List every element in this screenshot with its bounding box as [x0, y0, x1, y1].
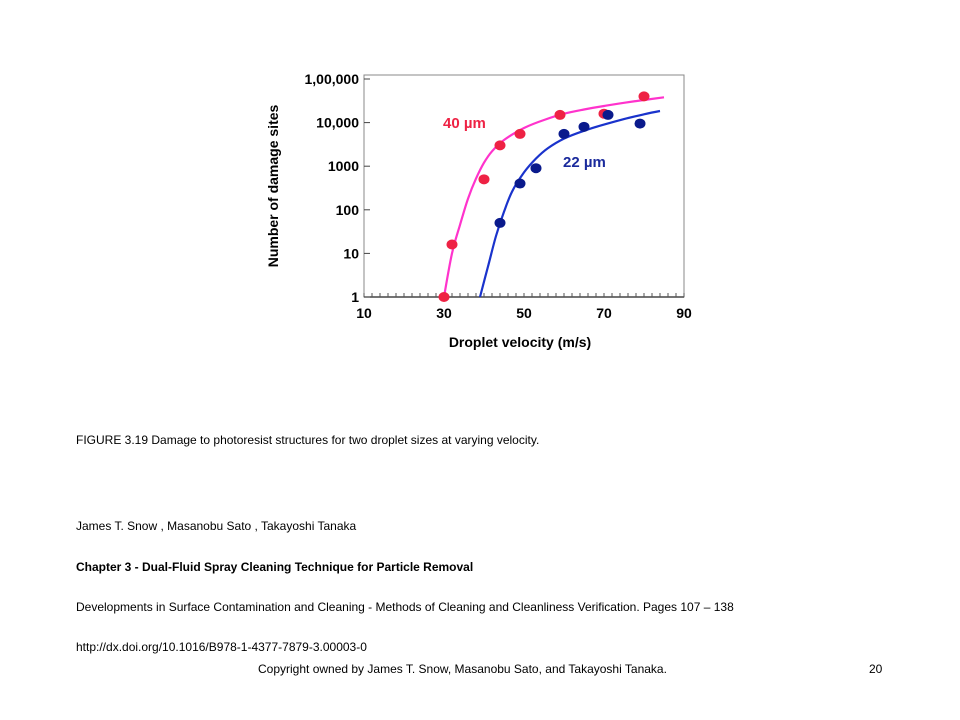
- y-tick-label: 1: [351, 289, 359, 305]
- x-tick-labels: [356, 305, 692, 321]
- y-tick-label: 10: [343, 245, 359, 262]
- page-number: 20: [869, 662, 883, 676]
- y-tick-label: 10,000: [316, 114, 359, 131]
- y-tick-label: 100: [335, 201, 359, 218]
- x-minor-ticks: [364, 293, 684, 297]
- copyright-notice: Copyright owned by James T. Snow, Masanobu Sato, and Takayoshi Tanaka.: [258, 662, 667, 676]
- y-tick-label: 1000: [327, 158, 359, 175]
- series-label-40: 40 µm: [443, 115, 486, 132]
- doi-link[interactable]: http://dx.doi.org/10.1016/B978-1-4377-7879-3.00003-0: [76, 640, 367, 654]
- chapter-title: Chapter 3 - Dual-Fluid Spray Cleaning Technique for Particle Removal: [76, 560, 474, 574]
- data-point-40um: [447, 240, 458, 250]
- x-tick-label: 70: [596, 305, 612, 321]
- data-point-40um: [515, 129, 526, 139]
- x-tick-label: 90: [676, 305, 692, 321]
- data-point-40um: [495, 140, 506, 150]
- series-label-22: 22 µm: [563, 154, 606, 171]
- book-title: Developments in Surface Contamination and Cleaning - Methods of Cleaning and Cleanliness Verification. Pages 107 – 138: [76, 600, 734, 614]
- data-point-22um: [579, 122, 590, 132]
- x-axis-label: Droplet velocity (m/s): [448, 334, 592, 350]
- authors-line: James T. Snow , Masanobu Sato , Takayoshi Tanaka: [76, 519, 357, 533]
- data-point-40um: [439, 292, 450, 302]
- data-point-40um: [555, 110, 566, 120]
- figure-caption: FIGURE 3.19 Damage to photoresist structures for two droplet sizes at varying velocity.: [76, 433, 540, 447]
- data-point-22um: [515, 179, 526, 189]
- y-axis-label: Number of damage sites: [265, 104, 281, 268]
- data-point-22um: [603, 110, 614, 120]
- damage-chart: [250, 55, 710, 365]
- data-point-40um: [479, 174, 490, 184]
- data-point-40um: [639, 91, 650, 101]
- x-tick-label: 30: [436, 305, 452, 321]
- x-tick-label: 50: [516, 305, 532, 321]
- data-point-22um: [559, 129, 570, 139]
- y-tick-label: 1,00,000: [304, 71, 359, 87]
- data-point-22um: [635, 119, 646, 129]
- x-tick-label: 10: [356, 305, 372, 321]
- y-tick-labels: [305, 71, 371, 305]
- data-point-22um: [531, 163, 542, 173]
- data-point-22um: [495, 218, 506, 228]
